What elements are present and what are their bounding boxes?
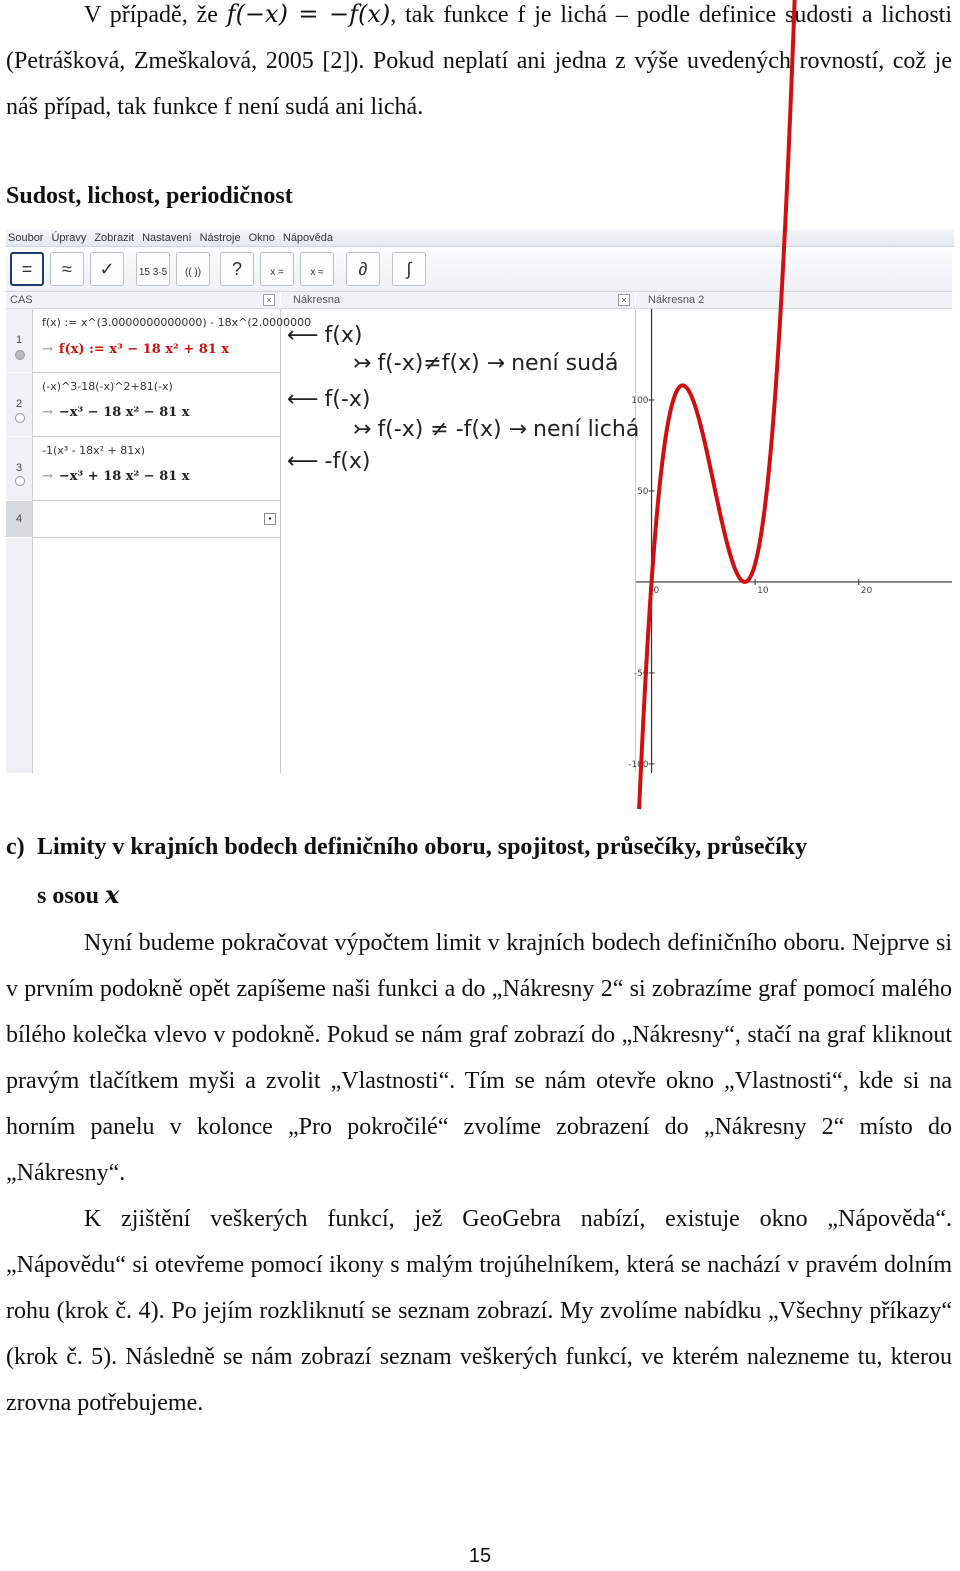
expand-icon[interactable]	[176, 252, 210, 286]
derivative-icon[interactable]: ∂	[346, 252, 380, 286]
body-paragraph	[6, 1196, 952, 1426]
annotation-fmx	[287, 387, 370, 412]
arrow-right-icon: →	[486, 351, 506, 376]
toolbar	[6, 247, 952, 292]
annotation-neq1-text: f(-x)≠f(x)	[377, 351, 480, 376]
cas-panel	[6, 309, 312, 773]
annotation-neq2-text: f(-x) ≠ -f(x)	[377, 417, 502, 442]
annotation-not-odd	[353, 417, 639, 442]
arrow-left-icon: ⟵	[287, 323, 319, 348]
annotation-mfx	[287, 449, 370, 474]
cas-row-number: 2	[6, 373, 33, 436]
cas-row-number: 4	[6, 501, 33, 537]
arrow-right-icon: →	[508, 417, 528, 442]
menu-nastroje[interactable]: Nástroje	[199, 232, 241, 244]
cas-row-number: 1	[6, 309, 33, 372]
cas-input[interactable]: (-x)^3-18(-x)^2+81(-x)	[42, 380, 173, 393]
annotation-neni-licha-text: není lichá	[533, 417, 640, 442]
nakresna2-title: Nákresna 2	[648, 294, 705, 306]
cas-output-text: −x³ − 18 x² − 81 x	[58, 405, 190, 420]
subsection-title-math: x	[105, 880, 120, 909]
annotation-mfx-text: -f(x)	[324, 449, 371, 474]
cas-row[interactable]	[32, 309, 312, 373]
solve-label: x =	[270, 267, 284, 278]
page-number: 15	[468, 1545, 492, 1567]
cas-output: → f(x) := x³ − 18 x² + 81 x	[42, 342, 230, 357]
arrow-right-icon: ↣	[353, 351, 372, 376]
nakresna2-panel-header	[636, 292, 952, 309]
y-tick-label: 50	[637, 486, 649, 497]
intro-text-start: V případě, že	[84, 2, 227, 28]
section-heading: Sudost, lichost, periodičnost	[6, 183, 293, 209]
close-icon[interactable]: ×	[618, 294, 630, 306]
body-paragraph-text: K zjištění veškerých funkcí, jež GeoGebra nabízí, existuje okno „Nápověda“. „Nápovědu“ si otevřeme pomocí ikony s malým trojúhelníkem, která se nachází v pravém dolním rohu (krok č. 4). Po jejím rozkliknutí se seznam zobrazí. My zvolíme nabídku „Všechny příkazy“ (krok č. 5). Následně se nám zobrazí seznam veškerých funkcí, ve kterém nalezneme tu, kterou zrovna potřebujeme.	[6, 1206, 952, 1416]
menu-soubor[interactable]: Soubor	[8, 232, 44, 244]
annotation-fmx-text: f(-x)	[324, 387, 371, 412]
arrow-left-icon: ⟵	[287, 449, 319, 474]
menu-upravy[interactable]: Úpravy	[51, 232, 87, 244]
keep-input-icon[interactable]: ✓	[90, 252, 124, 286]
menu-zobrazit[interactable]: Zobrazit	[94, 232, 135, 244]
menu-napoveda[interactable]: Nápověda	[282, 232, 334, 244]
subsection-label: c)	[6, 834, 25, 860]
evaluate-icon[interactable]: =	[10, 252, 44, 286]
intro-paragraph	[6, 0, 952, 130]
nakresna-panel-header	[281, 292, 635, 309]
annotation-fx-text: f(x)	[324, 323, 363, 348]
cas-input[interactable]: f(x) := x^(3.0000000000000) - 18x^(2.0000000	[42, 316, 312, 329]
cas-row[interactable]	[32, 373, 280, 437]
cas-output-text: −x³ + 18 x² − 81 x	[58, 469, 190, 484]
function-graph	[628, 309, 952, 773]
subsection-title-line2-text: s osou	[37, 883, 106, 909]
menu-okno[interactable]: Okno	[248, 232, 275, 244]
visibility-radio[interactable]	[15, 476, 25, 486]
nakresna2-panel	[628, 309, 952, 773]
arrow-right-icon: ↣	[353, 417, 372, 442]
body-paragraph	[6, 920, 952, 1196]
nakresna-title: Nákresna	[293, 294, 341, 306]
solve-numeric-icon[interactable]	[300, 252, 334, 286]
geogebra-screenshot	[6, 230, 952, 773]
subsection-title-line2	[37, 880, 119, 910]
annotation-fx	[287, 323, 362, 348]
intro-math: f(−x) = −f(x)	[226, 0, 391, 28]
y-tick-label: -50	[633, 668, 649, 679]
cas-row-number: 3	[6, 437, 33, 500]
numeric-icon[interactable]: ≈	[50, 252, 84, 286]
cas-output: → −x³ − 18 x² − 81 x	[42, 405, 190, 420]
annotation-neni-suda-text: není sudá	[511, 351, 619, 376]
factor-label: 15 3·5	[138, 267, 168, 278]
menu-nastaveni[interactable]: Nastavení	[142, 232, 192, 244]
cas-gutter	[6, 538, 33, 773]
integral-icon[interactable]: ∫	[392, 252, 426, 286]
annotation-not-even	[353, 351, 619, 376]
x-tick-label: 10	[757, 585, 769, 596]
x-tick-label: 0	[653, 585, 660, 596]
solve-icon[interactable]	[260, 252, 294, 286]
input-options-icon[interactable]: ▪	[264, 513, 276, 525]
factor-icon[interactable]	[136, 252, 170, 286]
y-tick-label: -100	[628, 759, 649, 770]
cas-row-empty[interactable]	[32, 501, 280, 538]
menu-bar	[6, 230, 954, 247]
arrow-left-icon: ⟵	[287, 387, 319, 412]
cas-title: CAS	[10, 294, 33, 306]
cas-input[interactable]: -1(x³ - 18x² + 81x)	[42, 444, 146, 457]
visibility-radio[interactable]	[15, 413, 25, 423]
close-icon[interactable]: ×	[263, 294, 275, 306]
x-tick-label: 20	[860, 585, 873, 596]
subsection-title-line1: Limity v krajních bodech definičního oboru, spojitost, průsečíky, průsečíky	[37, 834, 808, 860]
cas-panel-header	[6, 292, 280, 309]
expand-label: (( ))	[184, 267, 202, 278]
intro-text-end: , tak funkce f je lichá – podle definice sudosti a lichosti (Petrášková, Zmeškalová, 2005 [2]). Pokud neplatí ani jedna z výše uvedených rovností, což je náš případ, tak funkce f není sudá ani lichá.	[6, 2, 952, 120]
substitute-icon[interactable]: ?	[220, 252, 254, 286]
y-tick-label: 100	[631, 395, 649, 406]
solve-numeric-label: x ≈	[310, 267, 324, 278]
body-paragraph-text: Nyní budeme pokračovat výpočtem limit v krajních bodech definičního oboru. Nejprve si v prvním podokně opět zapíšeme naši funkci a do „Nákresny 2“ si zobrazíme graf pomocí malého bílého kolečka vlevo v podokně. Pokud se nám graf zobrazí do „Nákresny“, stačí na graf kliknout pravým tlačítkem myši a zvolit „Vlastnosti“. Tím se nám otevře okno „Vlastnosti“, kde si na horním panelu v kolonce „Pro pokročilé“ zvolíme zobrazení do „Nákresny 2“ místo do „Nákresny“.	[6, 930, 952, 1186]
cas-output-text: f(x) := x³ − 18 x² + 81 x	[58, 342, 230, 357]
cas-output: → −x³ + 18 x² − 81 x	[42, 469, 190, 484]
cas-row[interactable]	[32, 437, 280, 501]
visibility-radio[interactable]	[15, 350, 25, 360]
